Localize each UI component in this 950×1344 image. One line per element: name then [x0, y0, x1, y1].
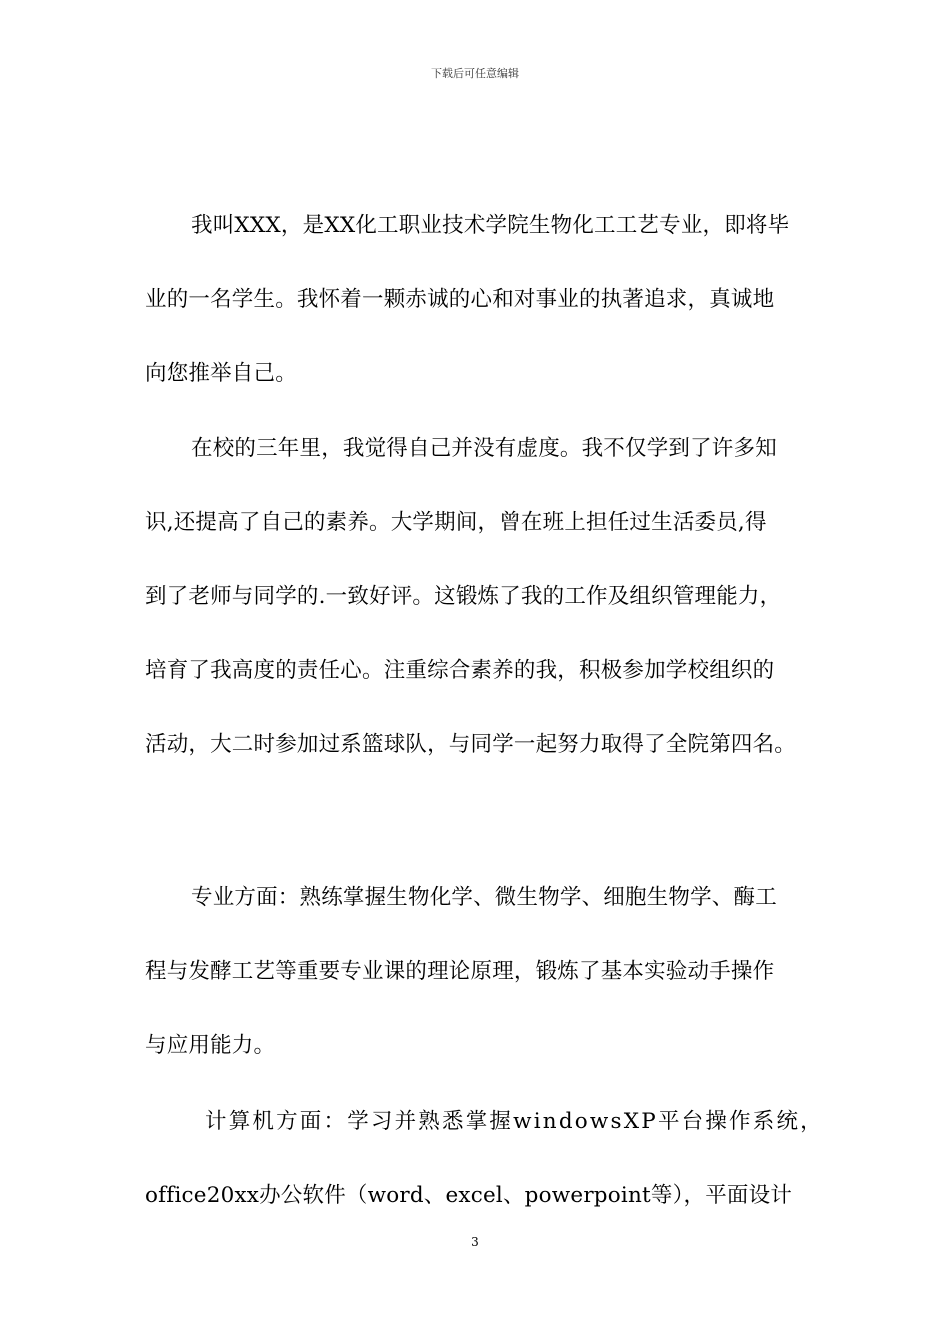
paragraph-line: 到了老师与同学的.一致好评。这锻炼了我的工作及组织管理能力，: [145, 584, 782, 609]
paragraph-line: office20xx办公软件（word、excel、powerpoint等），平面设计: [145, 1183, 793, 1208]
paragraph-intro: [145, 207, 810, 392]
paragraph-line: 培育了我高度的责任心。注重综合素养的我，积极参加学校组织的: [145, 658, 775, 683]
paragraph-line: 识,还提高了自己的素养。大学期间，曾在班上担任过生活委员,得: [145, 510, 767, 535]
paragraph-line: 计算机方面：学习并熟悉掌握windowsXP平台操作系统，: [205, 1109, 824, 1134]
paragraph-line: 程与发酵工艺等重要专业课的理论原理，锻炼了基本实验动手操作: [145, 959, 775, 984]
paragraph-line: 在校的三年里，我觉得自己并没有虚度。我不仅学到了许多知: [191, 436, 777, 461]
paragraph-line: 我叫XXX，是XX化工职业技术学院生物化工工艺专业，即将毕: [191, 213, 790, 238]
paragraph-school: [145, 430, 810, 763]
paragraph-line: 活动，大二时参加过系篮球队，与同学一起努力取得了全院第四名。: [145, 732, 797, 757]
page-header: 下载后可任意编辑: [431, 67, 519, 80]
page-number: 3: [471, 1235, 479, 1249]
paragraph-computer: [145, 1103, 824, 1214]
paragraph-line: 专业方面：熟练掌握生物化学、微生物学、细胞生物学、酶工: [191, 885, 777, 910]
paragraph-major: [145, 879, 810, 1064]
paragraph-line: 与应用能力。: [145, 1033, 276, 1058]
paragraph-line: 向您推举自己。: [145, 361, 297, 386]
paragraph-line: 业的一名学生。我怀着一颗赤诚的心和对事业的执著追求，真诚地: [145, 287, 775, 312]
